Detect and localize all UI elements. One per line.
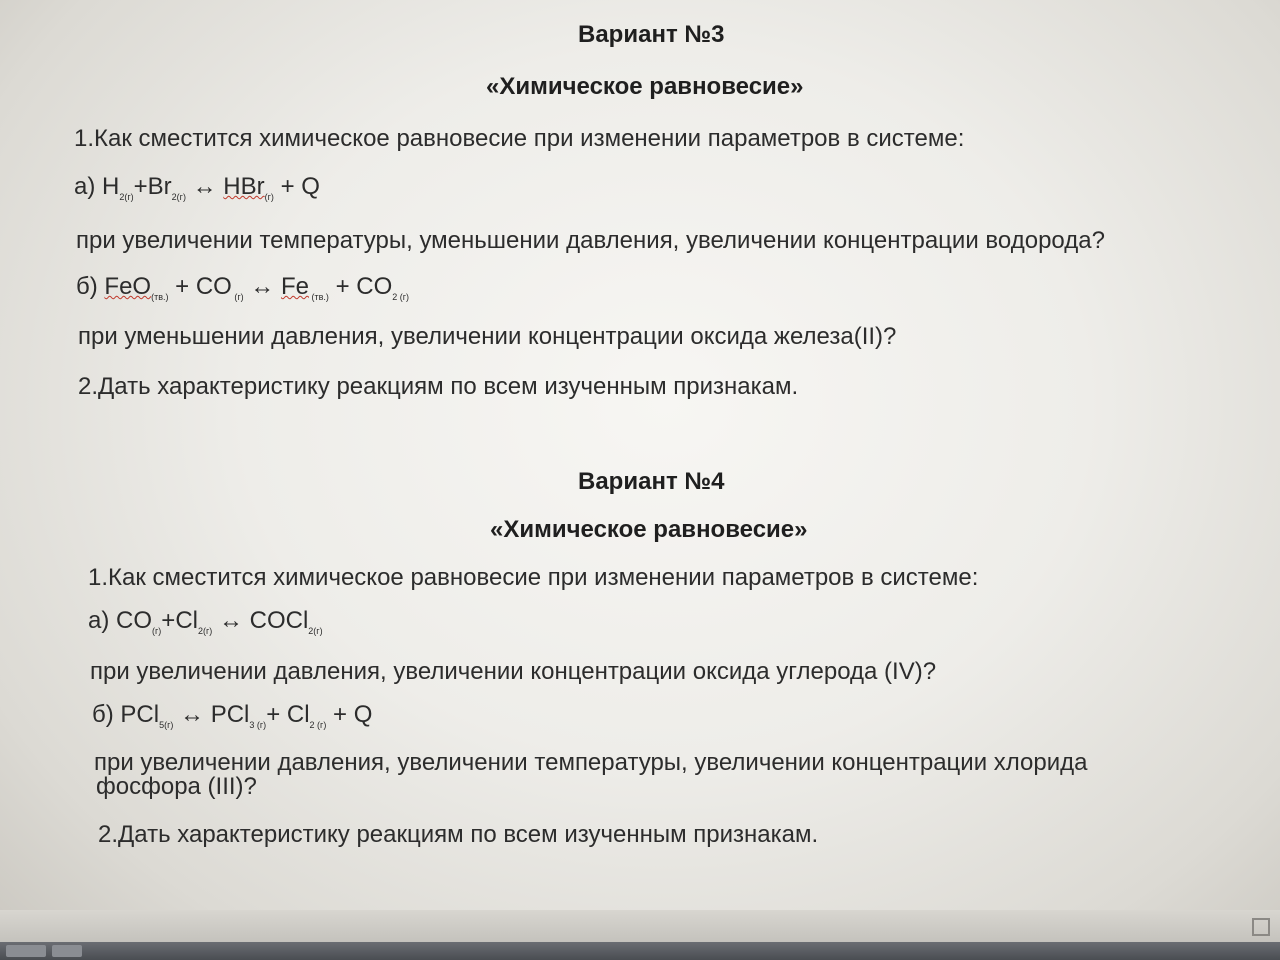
variant4-question1: 1.Как сместится химическое равновесие при изменении параметров в системе: xyxy=(88,564,979,591)
variant3-title: Вариант №3 xyxy=(578,21,725,48)
v4a-sub3: 2(г) xyxy=(308,625,323,636)
v4b-sub2: 3 (г) xyxy=(249,719,267,730)
v3a-mid1: +Br xyxy=(133,173,172,200)
v4a-sub1: (г) xyxy=(152,625,162,636)
variant3-equation-b xyxy=(76,272,409,302)
v4b-end: + Q xyxy=(326,701,373,728)
v3a-mid2: ↔ xyxy=(185,173,224,200)
v4a-prefix: а) CO xyxy=(88,607,153,634)
v4b-sub1: 5(г) xyxy=(159,719,174,730)
v3a-prefix: а) H xyxy=(74,173,120,200)
variant4-question2: 2.Дать характеристику реакциям по всем изученным признакам. xyxy=(98,821,819,848)
v3b-mid3: + CO xyxy=(328,273,393,300)
v3a-product: HBr xyxy=(223,173,265,200)
variant3-equation-a xyxy=(74,172,320,202)
variant3-condition-b: при уменьшении давления, увеличении концентрации оксида железа(II)? xyxy=(78,323,897,350)
v4b-sub3: 2 (г) xyxy=(309,719,327,730)
v3b-sub4: 2 (г) xyxy=(392,291,410,302)
v3a-sub2: 2(г) xyxy=(171,191,186,202)
variant4-condition-b-line1: при увеличении давления, увеличении температуры, увеличении концентрации хлорида xyxy=(94,749,1088,776)
v4b-mid2: + Cl xyxy=(266,701,310,728)
v3b-mid2: ↔ xyxy=(243,273,281,300)
v3b-sub1: (тв.) xyxy=(151,291,169,302)
variant4-title: Вариант №4 xyxy=(578,468,725,495)
resize-grip-icon[interactable] xyxy=(1252,918,1270,936)
v4a-mid2: ↔ COCl xyxy=(212,607,309,634)
v3a-sub1: 2(г) xyxy=(119,191,134,202)
taskbar xyxy=(0,942,1280,960)
variant3-question2: 2.Дать характеристику реакциям по всем изученным признакам. xyxy=(78,373,799,400)
variant4-subtitle: «Химическое равновесие» xyxy=(490,516,808,543)
v3a-end: + Q xyxy=(273,173,320,200)
v3b-sub3: (тв.) xyxy=(309,291,329,302)
variant3-condition-a: при увеличении температуры, уменьшении давления, увеличении концентрации водорода? xyxy=(76,227,1105,254)
v3b-mid1: + CO xyxy=(168,273,232,300)
variant4-equation-a xyxy=(88,606,323,636)
v4b-mid1: ↔ PCl xyxy=(173,701,250,728)
v3b-reactant1: FeO xyxy=(104,273,152,300)
v3b-product1: Fe xyxy=(280,273,309,300)
v4b-prefix: б) PCl xyxy=(92,701,160,728)
v3a-sub3: (г) xyxy=(264,191,274,202)
variant3-question1: 1.Как сместится химическое равновесие при изменении параметров в системе: xyxy=(74,125,965,152)
variant4-equation-b xyxy=(92,700,372,730)
taskbar-item[interactable] xyxy=(6,945,46,957)
v3b-prefix: б) xyxy=(76,273,105,300)
variant4-condition-a: при увеличении давления, увеличении концентрации оксида углерода (IV)? xyxy=(90,658,937,685)
v4a-mid1: +Cl xyxy=(161,607,198,634)
variant3-subtitle: «Химическое равновесие» xyxy=(486,73,804,100)
variant4-condition-b-line2: фосфора (III)? xyxy=(96,773,257,800)
taskbar-item[interactable] xyxy=(52,945,82,957)
v3b-sub2: (г) xyxy=(231,291,244,302)
v4a-sub2: 2(г) xyxy=(197,625,213,636)
